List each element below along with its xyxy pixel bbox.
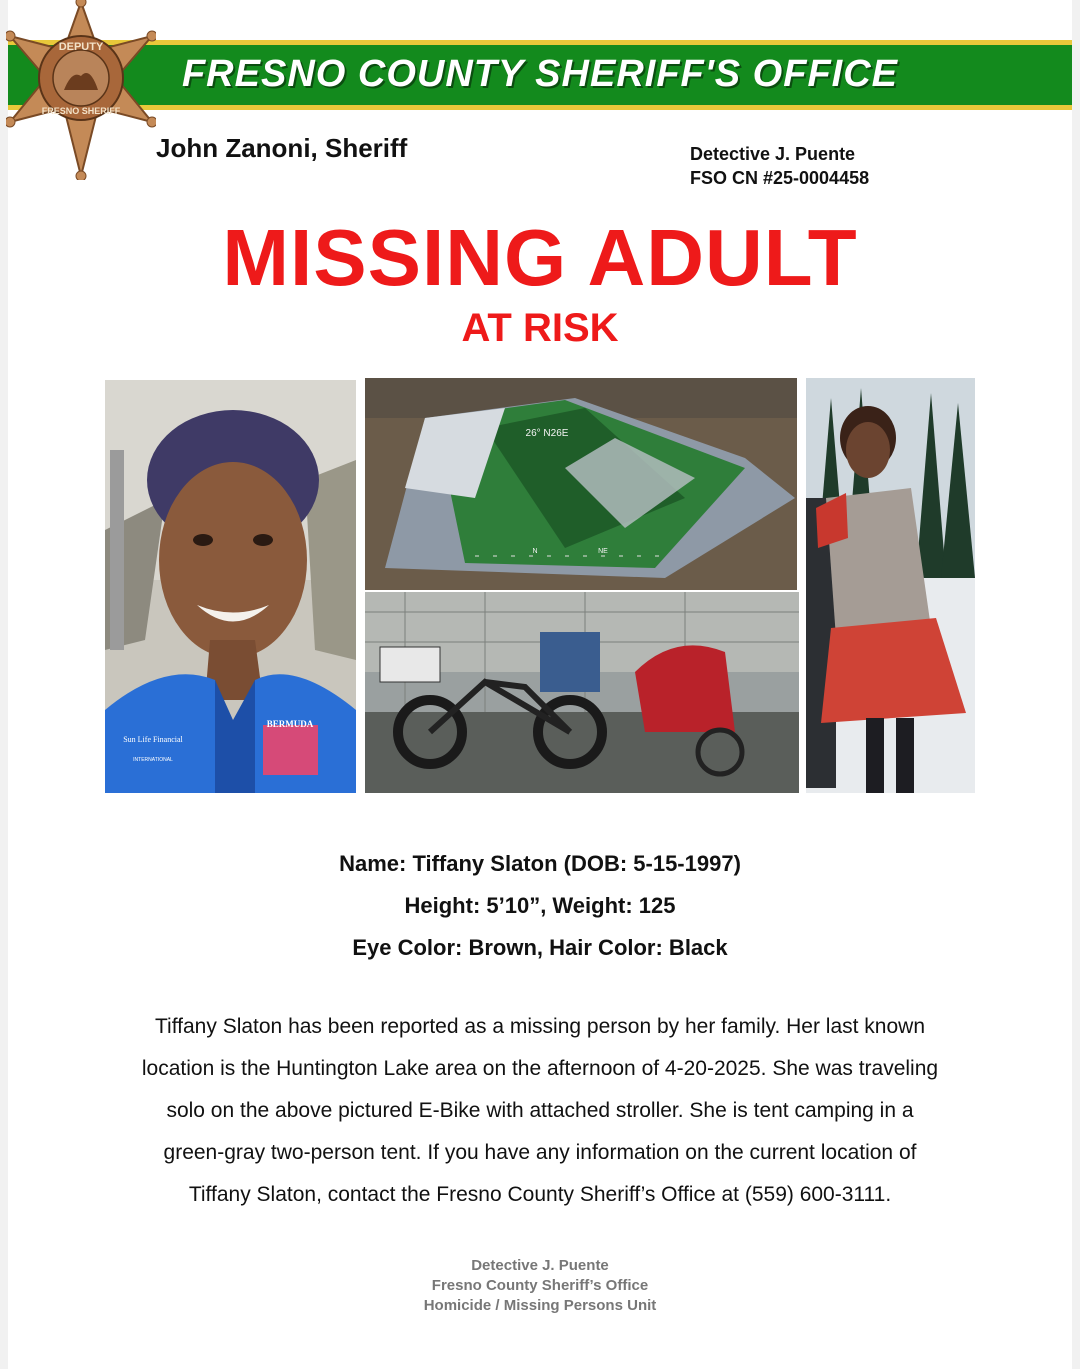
office-title: FRESNO COUNTY SHERIFF'S OFFICE <box>181 53 899 95</box>
jacket-text-bermuda: BERMUDA <box>266 719 314 729</box>
footer-detective: Detective J. Puente <box>471 1257 609 1274</box>
case-info <box>690 142 869 190</box>
sheriff-badge-icon <box>6 0 156 180</box>
description-line: location is the Huntington Lake area on the afternoon of 4-20-2025. She was traveling <box>141 1057 939 1080</box>
description-paragraph <box>70 1006 1010 1216</box>
description-line: Tiffany Slaton has been reported as a missing person by her family. Her last known <box>155 1015 925 1038</box>
sheriff-name: John Zanoni, Sheriff <box>156 133 408 163</box>
description-line: Tiffany Slaton, contact the Fresno County Sheriff’s Office at (559) 600-3111. <box>188 1183 892 1206</box>
detective-name: Detective J. Puente <box>690 144 856 164</box>
jacket-text-sponsor: Sun Life Financial <box>123 735 183 744</box>
height-weight-line: Height: 5’10”, Weight: 125 <box>404 893 676 918</box>
page-edge-right <box>1072 0 1080 1369</box>
eye-hair-line: Eye Color: Brown, Hair Color: Black <box>352 935 728 960</box>
tent-overlay-n: N <box>532 548 538 555</box>
case-number: FSO CN #25-0004458 <box>690 168 870 188</box>
tent-overlay-bearing: 26° N26E <box>525 428 569 439</box>
header-banner <box>8 40 1072 110</box>
jacket-text-intl: INTERNATIONAL <box>133 757 173 763</box>
full-body-photo <box>806 378 975 793</box>
headline: MISSING ADULT <box>222 213 858 302</box>
name-dob-line: Name: Tiffany Slaton (DOB: 5-15-1997) <box>339 851 741 876</box>
footer-unit: Homicide / Missing Persons Unit <box>423 1297 657 1314</box>
badge-text-bottom: FRESNO SHERIFF <box>41 106 121 116</box>
tent-overlay-ne: NE <box>598 548 608 555</box>
subheadline: AT RISK <box>461 306 619 350</box>
ebike-stroller-photo <box>365 592 799 793</box>
description-line: solo on the above pictured E-Bike with attached stroller. She is tent camping in a <box>166 1099 914 1122</box>
portrait-photo <box>105 380 356 793</box>
footer-contact <box>0 1256 1080 1316</box>
footer-office: Fresno County Sheriff’s Office <box>431 1277 649 1294</box>
description-line: green-gray two-person tent. If you have any information on the current location of <box>163 1141 917 1164</box>
page-edge-left <box>0 0 8 1369</box>
tent-photo <box>365 378 797 590</box>
person-details <box>0 843 1080 969</box>
badge-text-top: DEPUTY <box>58 41 104 53</box>
